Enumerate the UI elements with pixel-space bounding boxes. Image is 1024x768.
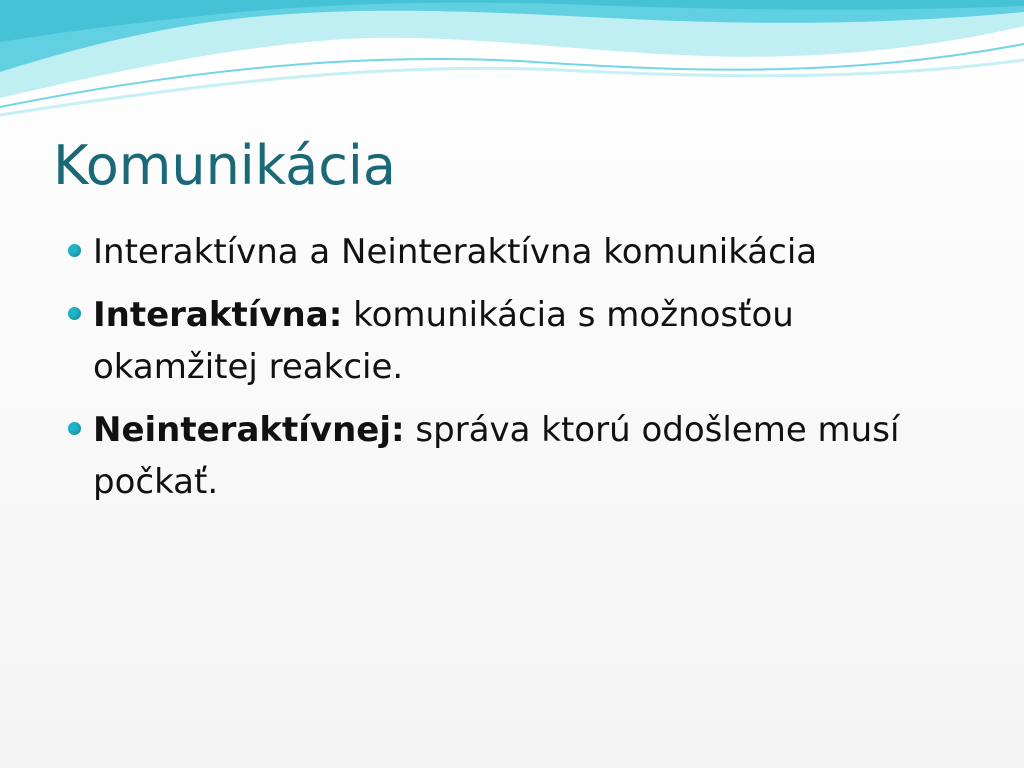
bullet-icon [68,307,81,320]
bullet-text: správa ktorú odošleme musí počkať. [93,410,900,502]
bullet-list [68,226,968,519]
slide-title: Komunikácia [53,134,397,197]
bullet-term: Interaktívna: [93,295,343,335]
bullet-item-1 [68,226,968,278]
bullet-item-3 [68,404,968,508]
bullet-text: komunikácia s možnosťou okamžitej reakcie. [93,295,794,387]
bullet-text: Interaktívna a Neinteraktívna komunikácia [93,232,818,272]
bullet-term: Neinteraktívnej: [93,410,405,450]
wave-header-decoration [0,0,1024,130]
bullet-item-2 [68,289,968,393]
bullet-icon [68,422,81,435]
bullet-icon [68,244,81,257]
